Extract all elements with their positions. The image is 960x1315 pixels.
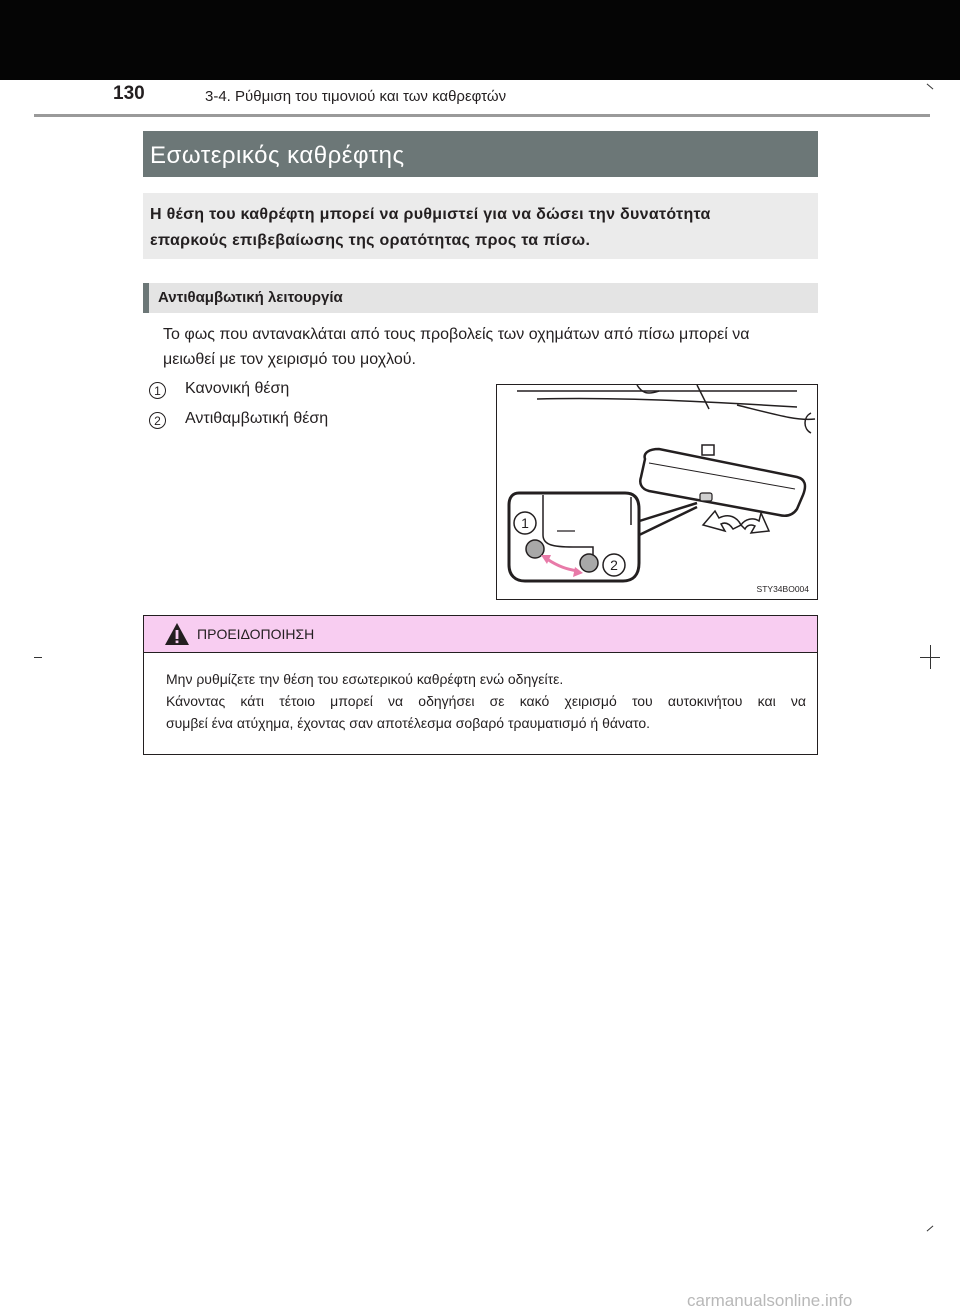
- warning-header: [144, 616, 817, 653]
- watermark: carmanualsonline.info: [687, 1291, 853, 1310]
- mirror-illustration: [496, 384, 818, 600]
- legend-number: 1: [149, 382, 166, 399]
- intro-box: [143, 193, 818, 259]
- warning-body: [166, 668, 806, 734]
- warning-icon: [164, 622, 190, 646]
- body-line: Το φως που αντανακλάται από τους προβολείς των οχημάτων από πίσω μπορεί να: [163, 326, 750, 343]
- subsection-heading: Αντιθαμβωτική λειτουργία: [143, 283, 818, 313]
- body-line: μειωθεί με τον χειρισμό του μοχλού.: [163, 351, 416, 368]
- warning-title: ΠΡΟΕΙΔΟΠΟΙΗΣΗ: [197, 626, 315, 642]
- crop-mark: [927, 84, 934, 90]
- body-paragraph: [163, 322, 823, 372]
- legend-label: Κανονική θέση: [185, 380, 290, 397]
- figure-code: STY34BO004: [756, 584, 809, 594]
- crop-mark: [34, 657, 42, 658]
- top-black-band: [0, 0, 960, 80]
- warning-line: συμβεί ένα ατύχημα, έχοντας σαν αποτέλεσμα σοβαρό τραυματισμό ή θάνατο.: [166, 715, 651, 731]
- warning-line: Κάνοντας κάτι τέτοιο μπορεί να οδηγήσει σε κακό χειρισμό του αυτοκινήτου και να: [166, 693, 806, 709]
- legend-label: Αντιθαμβωτική θέση: [185, 410, 329, 427]
- callout-number-2: 2: [610, 557, 618, 573]
- intro-line: Η θέση του καθρέφτη μπορεί να ρυθμιστεί για να δώσει την δυνατότητα: [150, 206, 711, 223]
- warning-line: Μην ρυθμίζετε την θέση του εσωτερικού καθρέφτη ενώ οδηγείτε.: [166, 671, 564, 687]
- page-number: 130: [113, 83, 145, 104]
- intro-line: επαρκούς επιβεβαίωσης της ορατότητας προς τα πίσω.: [150, 232, 591, 249]
- section-title: Εσωτερικός καθρέφτης: [143, 131, 818, 177]
- mirror-drawing: [497, 385, 817, 599]
- header-rule: [34, 114, 930, 117]
- legend-number: 2: [149, 412, 166, 429]
- warning-box: [143, 615, 818, 755]
- callout-number-1: 1: [521, 515, 529, 531]
- crop-mark: [927, 1226, 934, 1232]
- running-header: 3-4. Ρύθμιση του τιμονιού και των καθρεφτών: [205, 88, 507, 105]
- crop-mark: [930, 645, 931, 669]
